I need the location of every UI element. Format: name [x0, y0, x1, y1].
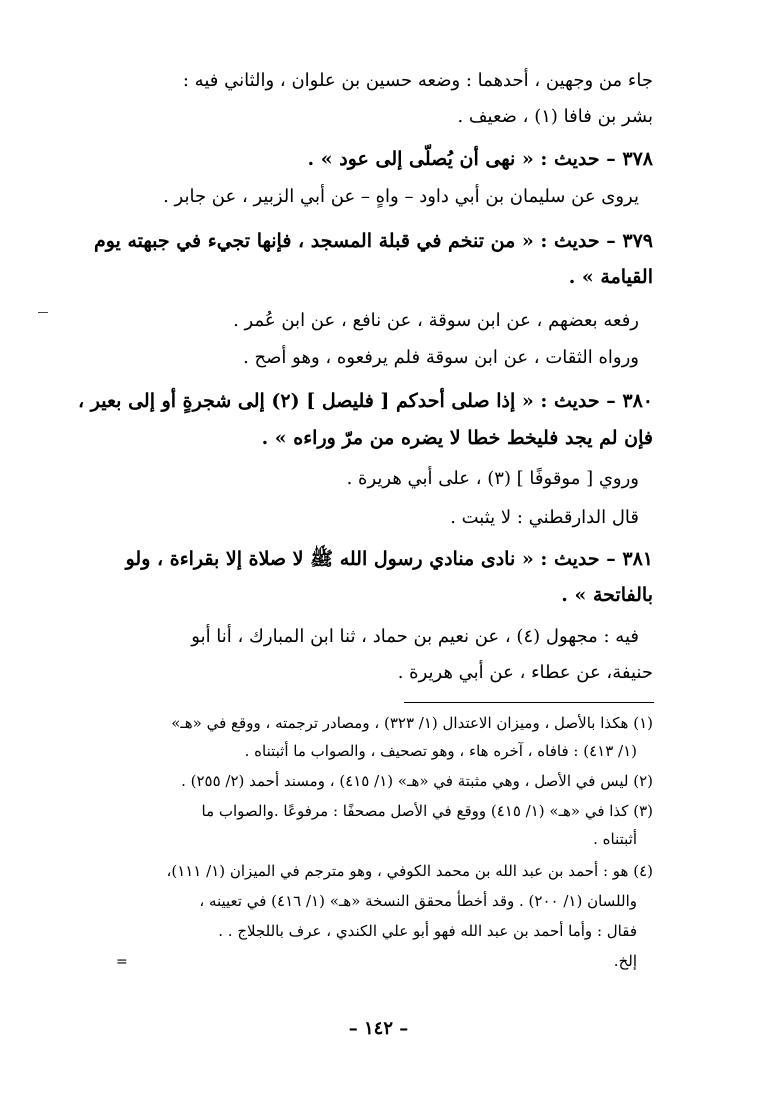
text-line: رفعه بعضهم ، عن ابن سوقة ، عن نافع ، عن ابن عُمر . — [233, 310, 639, 331]
text-line: بالفاتحة » . — [561, 584, 653, 606]
page-number: – ١٤٢ – — [348, 1018, 409, 1039]
hadith-heading-379: ٣٧٩ – حديث : « من تنخم في قبلة المسجد ، فإنها تجيء في جبهته يوم — [93, 230, 653, 252]
footnote-line: (٢) ليس في الأصل ، وهي مثبتة في «هـ» (١/ ٤١٥) ، ومسند أحمد (٢/ ٢٥٥) . — [181, 772, 653, 790]
footnote-line: أثبتناه . — [593, 830, 637, 848]
margin-mark — [38, 312, 48, 313]
hadith-heading-380: ٣٨٠ – حديث : « إذا صلى أحدكم [ فليصل ] (٢) إلى شجرةٍ أو إلى بعير ، — [78, 390, 653, 412]
hadith-heading-378: ٣٧٨ – حديث : « نهى أن يُصلّى إلى عود » . — [307, 148, 653, 170]
footnote-line: (١) هكذا بالأصل ، وميزان الاعتدال (١/ ٣٢٣) ، ومصادر ترجمته ، ووقع في «هـ» — [171, 714, 653, 732]
text-line: قال الدارقطني : لا يثبت . — [450, 507, 639, 528]
text-line: حنيفة، عن عطاء ، عن أبي هريرة . — [397, 662, 653, 683]
text-line: ورواه الثقات ، عن ابن سوقة فلم يرفعوه ، وهو أصح . — [243, 347, 639, 368]
text-line: يروى عن سليمان بن أبي داود – واهٍ – عن أبي الزبير ، عن جابر . — [163, 186, 639, 207]
text-line: وروي [ موقوفًا ] (٣) ، على أبي هريرة . — [346, 468, 639, 489]
text-line: فإن لم يجد فليخط خطا لا يضره من مرّ وراءه » . — [261, 427, 653, 449]
footnote-line: إلخ. — [613, 952, 637, 970]
footnote-line: (٣) كذا في «هـ» (١/ ٤١٥) ووقع في الأصل مصحفًا : مرفوعًا .والصواب ما — [201, 802, 653, 820]
text-line: فيه : مجهول (٤) ، عن نعيم بن حماد ، ثنا ابن المبارك ، أنا أبو — [191, 626, 639, 647]
footnote-divider — [404, 702, 654, 703]
text-line: القيامة » . — [568, 266, 653, 288]
footnote-line: واللسان (١/ ٢٠٠) . وقد أخطأ محقق النسخة «هـ» (١/ ٤١٦) في تعيينه ، — [199, 892, 637, 910]
text-line: بشر بن فافا (١) ، ضعيف . — [457, 106, 653, 127]
footnote-line: (٤) هو : أحمد بن عبد الله بن محمد الكوفي ، وهو مترجم في الميزان (١/ ١١١)، — [166, 862, 653, 880]
text-line: جاء من وجهين ، أحدهما : وضعه حسين بن علوان ، والثاني فيه : — [182, 70, 653, 91]
hadith-heading-381: ٣٨١ – حديث : « نادى منادي رسول الله ﷺ لا صلاة إلا بقراءة ، ولو — [125, 548, 653, 570]
continuation-mark: = — [116, 954, 128, 970]
footnote-line: (١/ ٤١٣) : فافاه ، آخره هاء ، وهو تصحيف ، والصواب ما أثبتناه . — [244, 742, 637, 760]
footnote-line: فقال : وأما أحمد بن عبد الله فهو أبو علي الكندي ، عرف باللجلاج . . — [218, 922, 637, 940]
